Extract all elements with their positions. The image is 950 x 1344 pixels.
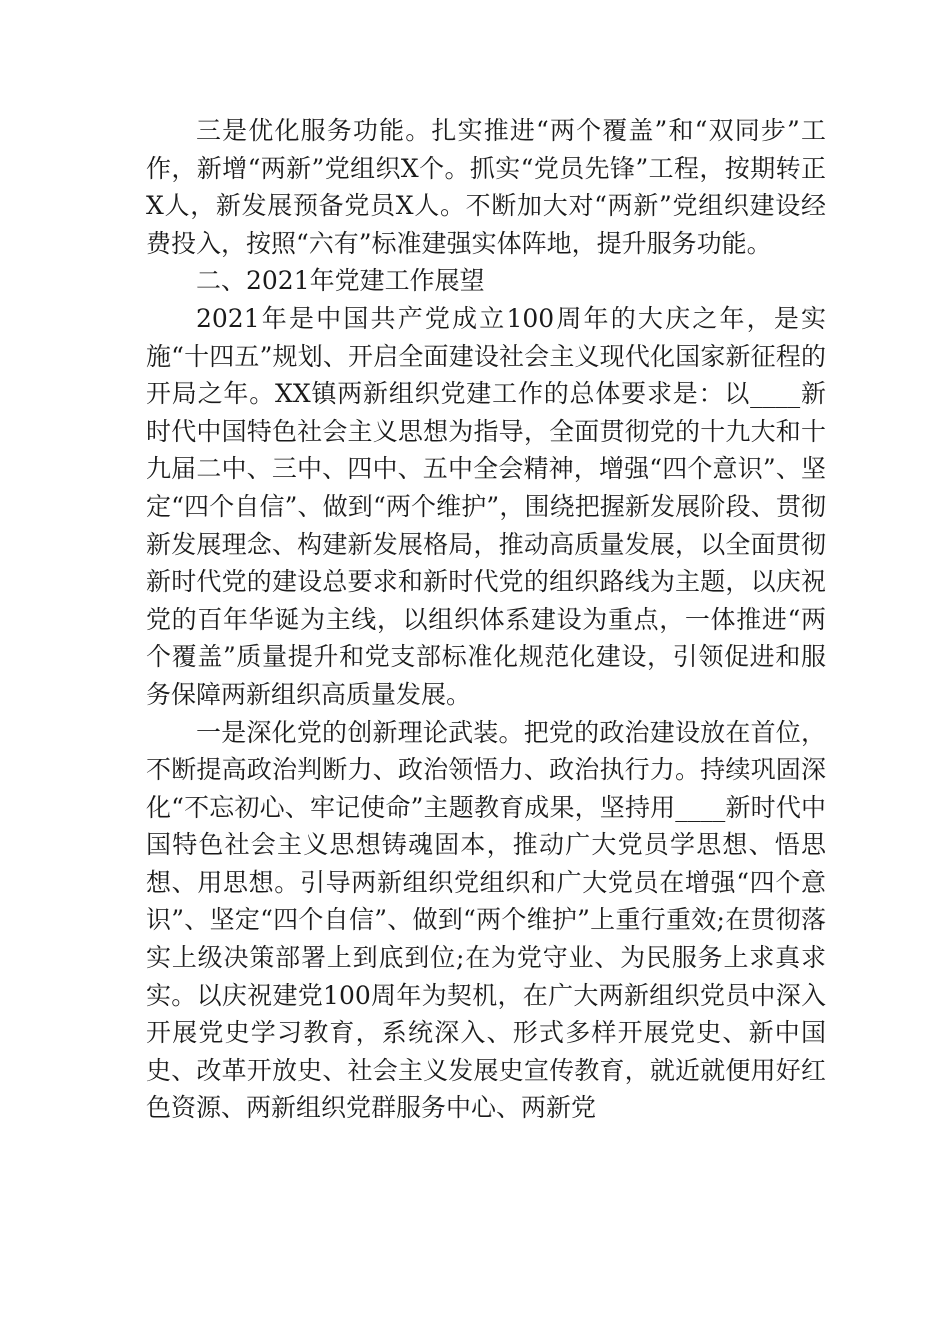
- paragraph-overall-requirements: 2021年是中国共产党成立100周年的大庆之年，是实施“十四五”规划、开启全面建设社会主义现代化国家新征程的开局之年。XX镇两新组织党建工作的总体要求是：以____新时代中国特色社会主义思想为指导，全面贯彻党的十九大和十九届二中、三中、四中、五中全会精神，增强“四个意识”、坚定“四个自信”、做到“两个维护”，围绕把握新发展阶段、贯彻新发展理念、构建新发展格局，推动高质量发展，以全面贯彻新时代党的建设总要求和新时代党的组织路线为主题，以庆祝党的百年华诞为主线，以组织体系建设为重点，一体推进“两个覆盖”质量提升和党支部标准化规范化建设，引领促进和服务保障两新组织高质量发展。: [146, 303, 826, 709]
- paragraph-service-function: 三是优化服务功能。扎实推进“两个覆盖”和“双同步”工作，新增“两新”党组织X个。抓实“党员先锋”工程，按期转正X人，新发展预备党员X人。不断加大对“两新”党组织建设经费投入，按照“六有”标准建强实体阵地，提升服务功能。: [146, 116, 826, 258]
- section-heading-2021-outlook: 二、2021年党建工作展望: [196, 266, 485, 296]
- document-body: [146, 112, 826, 1127]
- paragraph-theory-armament: 一是深化党的创新理论武装。把党的政治建设放在首位，不断提高政治判断力、政治领悟力、政治执行力。持续巩固深化“不忘初心、牢记使命”主题教育成果，坚持用____新时代中国特色社会主义思想铸魂固本，推动广大党员学思想、悟思想、用思想。引导两新组织党组织和广大党员在增强“四个意识”、坚定“四个自信”、做到“两个维护”上重行重效;在贯彻落实上级决策部署上到底到位;在为党守业、为民服务上求真求实。以庆祝建党100周年为契机，在广大两新组织党员中深入开展党史学习教育，系统深入、形式多样开展党史、新中国史、改革开放史、社会主义发展史宣传教育，就近就便用好红色资源、两新组织党群服务中心、两新党: [146, 717, 826, 1123]
